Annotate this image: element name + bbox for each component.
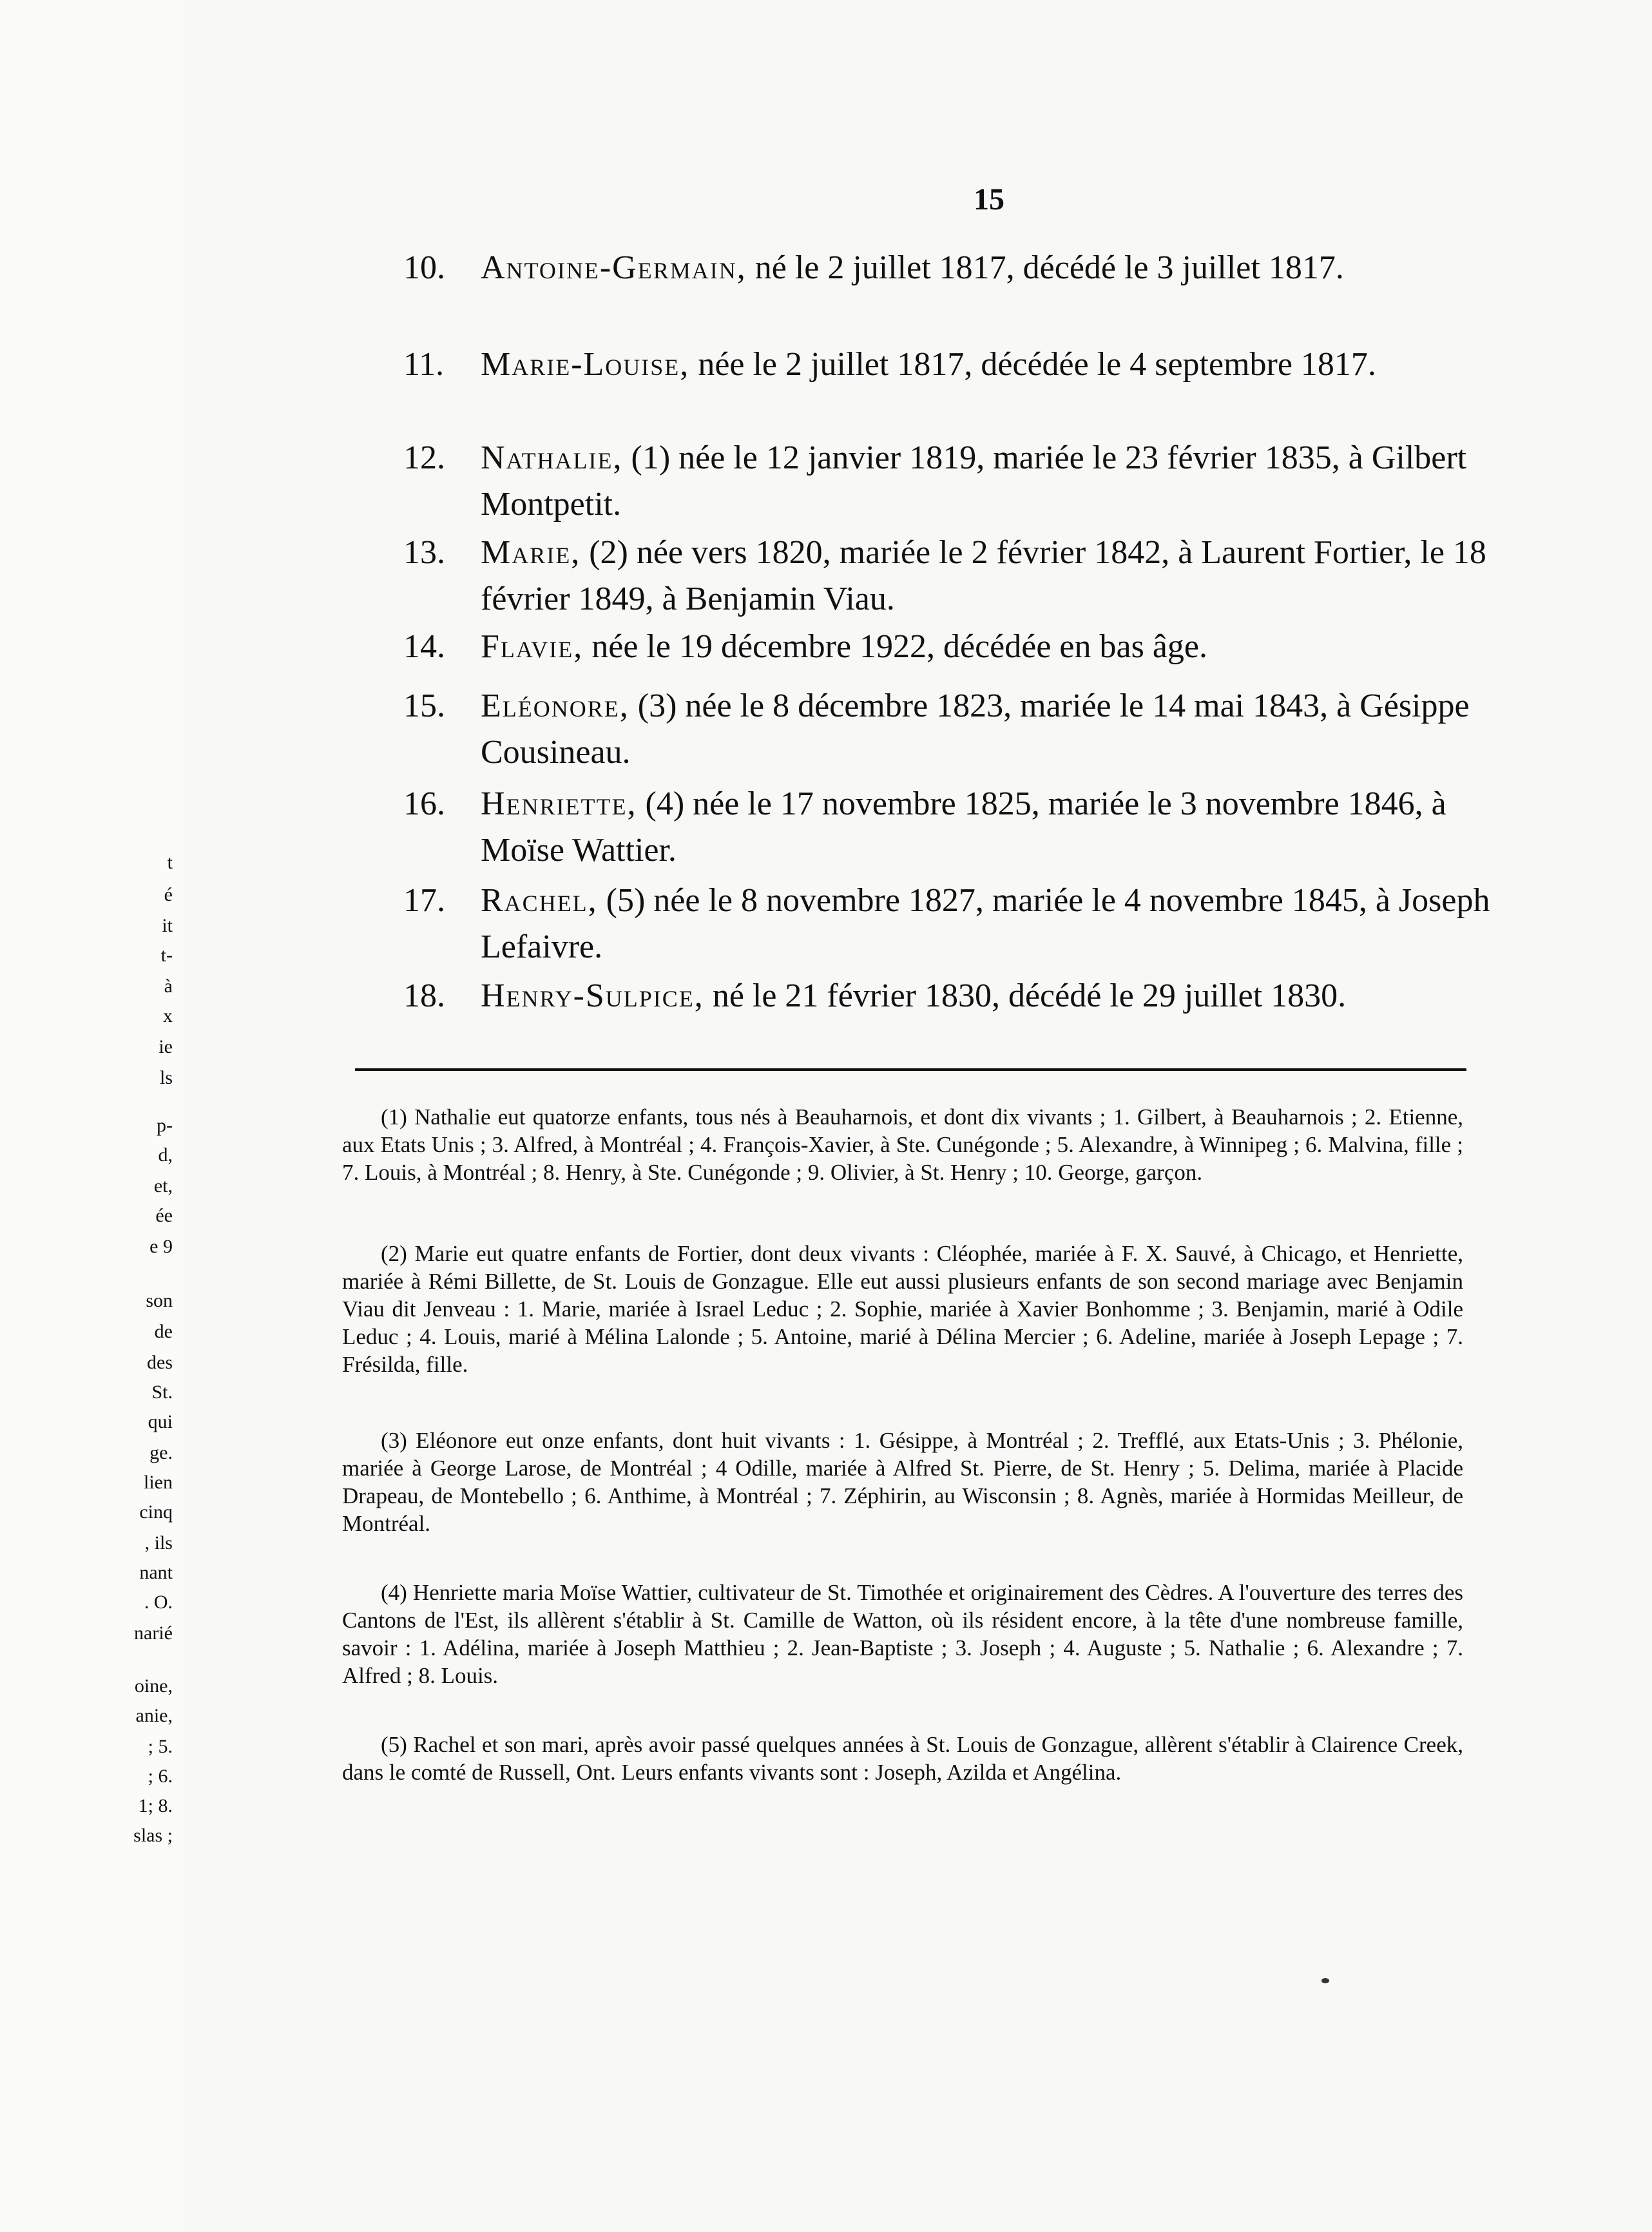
entry-number: 17. (403, 882, 445, 919)
entry-17 (403, 878, 1492, 970)
ink-speck (1321, 1978, 1329, 1983)
entry-text (481, 245, 1492, 291)
book-page (184, 0, 1652, 2232)
entry-12 (403, 435, 1492, 528)
margin-fragment: anie, (135, 1705, 173, 1726)
margin-fragment: ée (155, 1205, 173, 1226)
margin-fragment: 1; 8. (138, 1795, 173, 1816)
margin-fragment: à (164, 976, 173, 997)
margin-fragment: , ils (144, 1532, 173, 1554)
margin-fragment: p- (157, 1115, 173, 1136)
entry-name: Rachel, (481, 882, 598, 919)
footnote-divider (355, 1068, 1466, 1071)
margin-fragment: . O. (144, 1592, 173, 1613)
entry-text (481, 342, 1492, 388)
entry-details: né le 21 février 1830, décédé le 29 juillet 1830. (704, 977, 1347, 1014)
entry-text (481, 624, 1492, 670)
footnote-1: (1) Nathalie eut quatorze enfants, tous nés à Beauharnois, et dont dix vivants ; 1. Gilbert, à Beauharnois ; 2. Etienne, aux Etats Unis ; 3. Alfred, à Montréal ; 4. François-Xavier, à Ste. Cunégonde ; 5. Alexandre, à Winnipeg ; 6. Malvina, fille ; 7. Louis, à Montréal ; 8. Henry, à Ste. Cunégonde ; 9. Olivier, à St. Henry ; 10. George, garçon. (342, 1104, 1463, 1185)
entry-number: 15. (403, 688, 445, 724)
margin-fragment: lien (144, 1472, 173, 1493)
margin-fragment: é (164, 884, 173, 905)
margin-fragment: oine, (134, 1675, 173, 1697)
entry-text (481, 683, 1492, 776)
margin-fragment: ie (158, 1036, 173, 1057)
entry-name: Marie-Louise, (481, 346, 690, 383)
entry-number: 18. (403, 977, 445, 1014)
entry-13 (403, 530, 1492, 622)
entry-name: Henry-Sulpice, (481, 977, 704, 1014)
entry-number: 12. (403, 439, 445, 476)
entry-number: 16. (403, 785, 445, 822)
entry-number: 14. (403, 628, 445, 665)
entry-details: (1) née le 12 janvier 1819, mariée le 23 février 1835, à Gilbert Montpetit. (481, 439, 1467, 523)
margin-fragment: slas ; (133, 1825, 173, 1846)
entry-number: 10. (403, 249, 445, 286)
margin-fragment: son (146, 1290, 173, 1311)
margin-fragment: ; 6. (148, 1765, 173, 1787)
margin-fragment: cinq (139, 1501, 173, 1523)
entry-details: née le 2 juillet 1817, décédée le 4 septembre 1817. (689, 346, 1376, 383)
entry-18 (403, 973, 1492, 1019)
footnote-5: (5) Rachel et son mari, après avoir passé quelques années à St. Louis de Gonzague, allèrent s'établir à Clairence Creek, dans le comté de Russell, Ont. Leurs enfants vivants sont : Joseph, Azilda et Angélina. (342, 1732, 1463, 1785)
margin-fragment: de (154, 1321, 173, 1342)
entry-name: Eléonore, (481, 688, 629, 724)
margin-fragment: ls (159, 1067, 173, 1088)
entry-details: (2) née vers 1820, mariée le 2 février 1842, à Laurent Fortier, le 18 février 1849, à Benjamin Viau. (481, 534, 1486, 617)
entry-text (481, 973, 1492, 1019)
entry-10 (403, 245, 1492, 291)
margin-fragment: des (147, 1352, 173, 1373)
margin-fragment: St. (151, 1381, 173, 1403)
margin-fragment: t (167, 852, 173, 873)
entry-text (481, 435, 1492, 528)
page-number: 15 (974, 182, 1004, 216)
margin-fragment: ge. (149, 1442, 173, 1463)
entry-details: né le 2 juillet 1817, décédé le 3 juillet 1817. (746, 249, 1344, 286)
margin-fragment: e 9 (149, 1236, 173, 1257)
entry-name: Nathalie, (481, 439, 623, 476)
entry-details: (5) née le 8 novembre 1827, mariée le 4 novembre 1845, à Joseph Lefaivre. (481, 882, 1490, 965)
entry-name: Marie, (481, 534, 581, 571)
entry-text (481, 530, 1492, 622)
footnote-2: (2) Marie eut quatre enfants de Fortier, dont deux vivants : Cléophée, mariée à F. X. Sauvé, à Chicago, et Henriette, mariée à Rémi Billette, de St. Louis de Gonzague. Elle eut aussi plusieurs enfants de son second mariage avec Benjamin Viau dit Jenveau : 1. Marie, mariée à Israel Leduc ; 2. Sophie, mariée à Xavier Bonhomme ; 3. Benjamin, marié à Odile Leduc ; 4. Louis, marié à Mélina Lalonde ; 5. Antoine, marié à Délina Mercier ; 6. Adeline, mariée à Joseph Lepage ; 7. Frésilda, fille. (342, 1241, 1463, 1377)
margin-fragment: it (162, 915, 173, 936)
facing-page-edge (0, 0, 187, 2232)
entry-name: Antoine-Germain, (481, 249, 747, 286)
entry-text (481, 781, 1492, 874)
entry-15 (403, 683, 1492, 776)
entry-11 (403, 342, 1492, 388)
margin-fragment: x (163, 1005, 173, 1026)
footnote-4: (4) Henriette maria Moïse Wattier, cultivateur de St. Timothée et originairement des Cèdres. A l'ouverture des terres des Cantons de l'Est, ils allèrent s'établir à St. Camille de Watton, où ils résident encore, à la tête d'une nombreuse famille, savoir : 1. Adélina, mariée à Joseph Matthieu ; 2. Jean-Baptiste ; 3. Joseph ; 4. Auguste ; 5. Nathalie ; 6. Alexandre ; 7. Alfred ; 8. Louis. (342, 1580, 1463, 1688)
margin-fragment: et, (153, 1175, 173, 1197)
entry-text (481, 878, 1492, 970)
entry-14 (403, 624, 1492, 670)
entry-details: (4) née le 17 novembre 1825, mariée le 3 novembre 1846, à Moïse Wattier. (481, 785, 1446, 869)
entry-details: née le 19 décembre 1922, décédée en bas âge. (583, 628, 1207, 665)
margin-fragment: d, (158, 1144, 173, 1166)
entry-details: (3) née le 8 décembre 1823, mariée le 14 mai 1843, à Gésippe Cousineau. (481, 688, 1470, 771)
entry-name: Henriette, (481, 785, 637, 822)
margin-fragment: narié (134, 1622, 173, 1644)
margin-fragment: qui (148, 1411, 173, 1432)
margin-fragment: ; 5. (148, 1736, 173, 1757)
entry-name: Flavie, (481, 628, 584, 665)
footnote-3: (3) Eléonore eut onze enfants, dont huit vivants : 1. Gésippe, à Montréal ; 2. Trefflé, aux Etats-Unis ; 3. Phélonie, mariée à George Larose, de Montréal ; 4 Odille, mariée à Alfred St. Pierre, de St. Henry ; 5. Delima, mariée à Placide Drapeau, de Montebello ; 6. Anthime, à Montréal ; 7. Zéphirin, au Wisconsin ; 8. Agnès, mariée à Hormidas Meilleur, de Montréal. (342, 1428, 1463, 1536)
entry-number: 13. (403, 534, 445, 571)
entry-number: 11. (403, 346, 445, 383)
margin-fragment: t- (160, 945, 173, 966)
margin-fragment: nant (139, 1562, 173, 1583)
entry-16 (403, 781, 1492, 874)
